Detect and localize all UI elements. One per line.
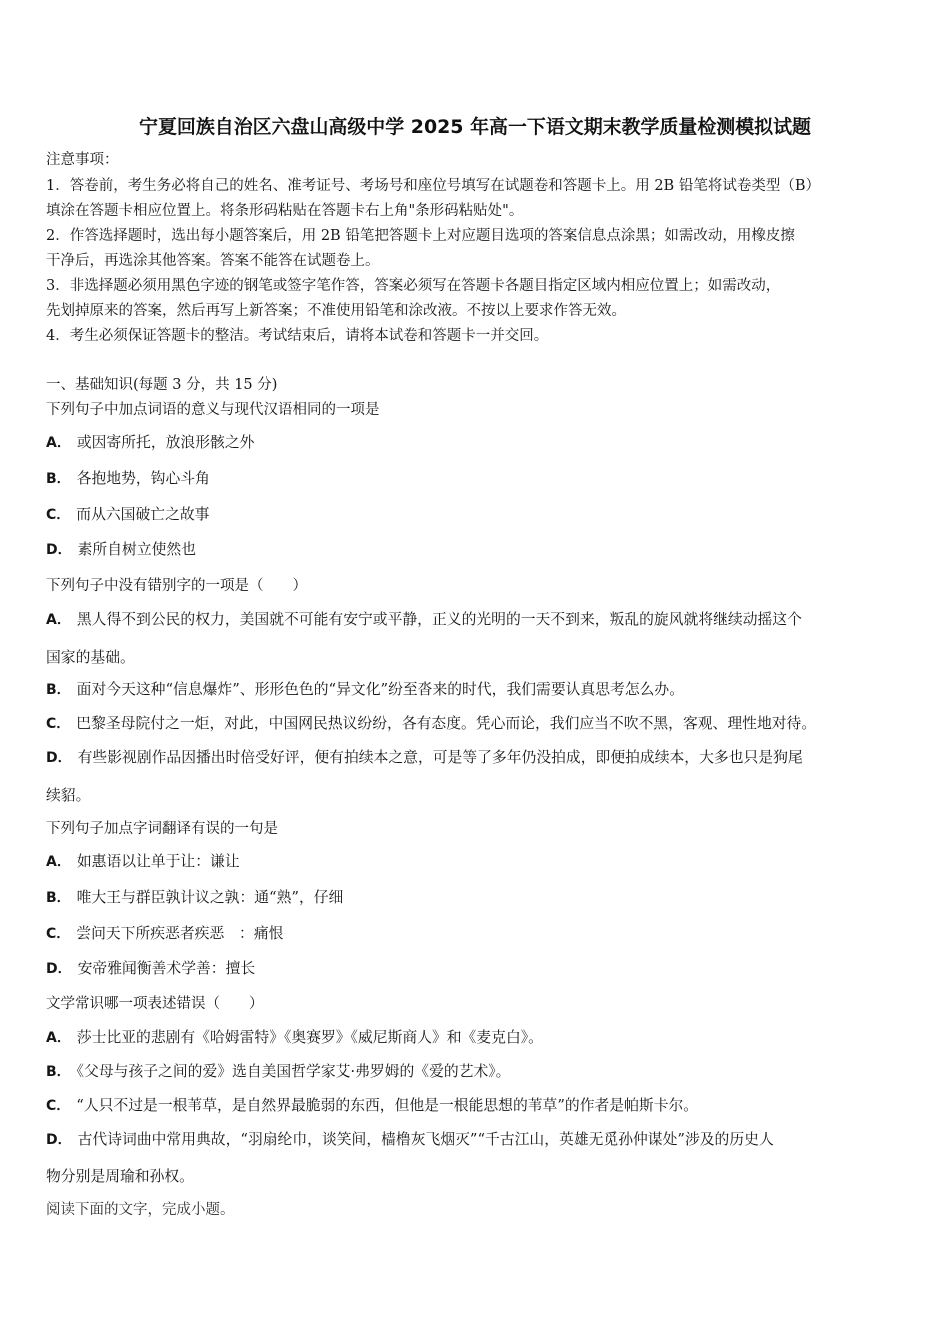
option-text: 素所自树立使然也	[77, 541, 197, 558]
option-text: 如惠语以让单于让：谦让	[76, 853, 240, 870]
notice-line-3: 2．作答选择题时，选出每小题答案后，用 2B 铅笔把答题卡上对应题目选项的答案信息点涂黑；如需改动，用橡皮擦	[46, 228, 795, 244]
question-4-option-a	[46, 1029, 543, 1047]
question-4-option-d-cont: 物分别是周瑜和孙权。	[46, 1168, 194, 1185]
question-4-option-c	[46, 1097, 698, 1115]
option-label: D．	[46, 542, 72, 558]
question-4-stem: 文学常识哪一项表述错误（ ）	[46, 996, 264, 1012]
notice-line-4: 干净后，再选涂其他答案。答案不能答在试题卷上。	[46, 253, 380, 269]
option-label: D．	[46, 750, 72, 766]
question-3-option-d	[46, 960, 255, 978]
option-label: C．	[46, 1098, 71, 1114]
option-label: D．	[46, 1132, 72, 1148]
option-label: B．	[46, 682, 71, 698]
question-3-option-c	[46, 925, 283, 943]
notice-line-6: 先划掉原来的答案，然后再写上新答案；不准使用铅笔和涂改液。不按以上要求作答无效。	[46, 303, 626, 319]
notice-heading: 注意事项：	[46, 152, 119, 168]
question-1-stem: 下列句子中加点词语的意义与现代汉语相同的一项是	[46, 402, 380, 418]
question-1-option-c	[46, 506, 209, 524]
question-2-option-b	[46, 681, 684, 699]
notice-line-5: 3．非选择题必须用黑色字迹的钢笔或签字笔作答，答案必须写在答题卡各题目指定区域内相应位置上；如需改动，	[46, 278, 781, 294]
option-label: B．	[46, 471, 71, 487]
question-3-option-b	[46, 889, 343, 907]
question-1-option-d	[46, 541, 196, 559]
option-text: 莎士比亚的悲剧有《哈姆雷特》《奥赛罗》《威尼斯商人》和《麦克白》。	[76, 1029, 543, 1046]
reading-intro: 阅读下面的文字，完成小题。	[46, 1202, 235, 1218]
option-label: A．	[46, 1030, 71, 1046]
option-text: 各抱地势，钩心斗角	[76, 470, 210, 487]
option-label: A．	[46, 435, 71, 451]
question-2-option-a-cont: 国家的基础。	[46, 649, 135, 666]
question-2-option-c	[46, 715, 816, 733]
option-text: 黑人得不到公民的权力，美国就不可能有安宁或平静，正义的光明的一天不到来，叛乱的旋风就将继续动摇这个	[76, 611, 802, 628]
option-label: A．	[46, 854, 71, 870]
question-4-option-d	[46, 1131, 774, 1149]
question-1-option-b	[46, 470, 210, 488]
option-label: C．	[46, 507, 71, 523]
option-text: 面对今天这种“信息爆炸”、形形色色的“异文化”纷至沓来的时代，我们需要认真思考怎么办。	[76, 681, 685, 698]
option-text: 有些影视剧作品因播出时倍受好评，便有拍续本之意，可是等了多年仍没拍成，即便拍成续本，大多也只是狗尾	[77, 749, 803, 766]
option-label: B．	[46, 1064, 71, 1080]
option-label: D．	[46, 961, 72, 977]
question-2-option-d-cont: 续貂。	[46, 787, 91, 804]
option-label: A．	[46, 612, 71, 628]
option-label: B．	[46, 890, 71, 906]
option-text: 尝问天下所疾恶者疾恶 ：痛恨	[76, 925, 284, 942]
question-2-stem: 下列句子中没有错别字的一项是（ ）	[46, 578, 307, 594]
option-text: “人只不过是一根苇草，是自然界最脆弱的东西，但他是一根能思想的苇草”的作者是帕斯卡尔。	[76, 1097, 699, 1114]
question-3-option-a	[46, 853, 240, 871]
option-text: 或因寄所托，放浪形骸之外	[76, 434, 255, 451]
option-text: 古代诗词曲中常用典故，“羽扇纶巾，谈笑间，樯橹灰飞烟灭”“千古江山，英雄无觅孙仲谋处”涉及的历史人	[77, 1131, 774, 1148]
section-heading: 一、基础知识(每题 3 分，共 15 分)	[46, 377, 278, 393]
option-text: 而从六国破亡之故事	[76, 506, 210, 523]
option-label: C．	[46, 716, 71, 732]
option-text: 安帝雅闻衡善术学善：擅长	[77, 960, 256, 977]
option-text: 《父母与孩子之间的爱》选自美国哲学家艾·弗罗姆的《爱的艺术》。	[76, 1063, 511, 1080]
question-2-option-d	[46, 749, 803, 767]
option-text: 巴黎圣母院付之一炬，对此，中国网民热议纷纷，各有态度。凭心而论，我们应当不吹不黑，客观、理性地对待。	[76, 715, 817, 732]
page-title: 宁夏回族自治区六盘山高级中学 2025 年高一下语文期末教学质量检测模拟试题	[139, 116, 811, 138]
notice-line-1: 1．答卷前，考生务必将自己的姓名、准考证号、考场号和座位号填写在试题卷和答题卡上。用 2B 铅笔将试卷类型（B）	[46, 178, 820, 194]
notice-line-2: 填涂在答题卡相应位置上。将条形码粘贴在答题卡右上角"条形码粘贴处"。	[46, 203, 524, 219]
question-2-option-a	[46, 611, 802, 629]
question-3-stem: 下列句子加点字词翻译有误的一句是	[46, 821, 278, 837]
question-1-option-a	[46, 434, 254, 452]
option-text: 唯大王与群臣孰计议之孰：通“熟”，仔细	[76, 889, 344, 906]
notice-line-7: 4．考生必须保证答题卡的整洁。考试结束后，请将本试卷和答题卡一并交回。	[46, 328, 549, 344]
option-label: C．	[46, 926, 71, 942]
question-4-option-b	[46, 1063, 510, 1081]
